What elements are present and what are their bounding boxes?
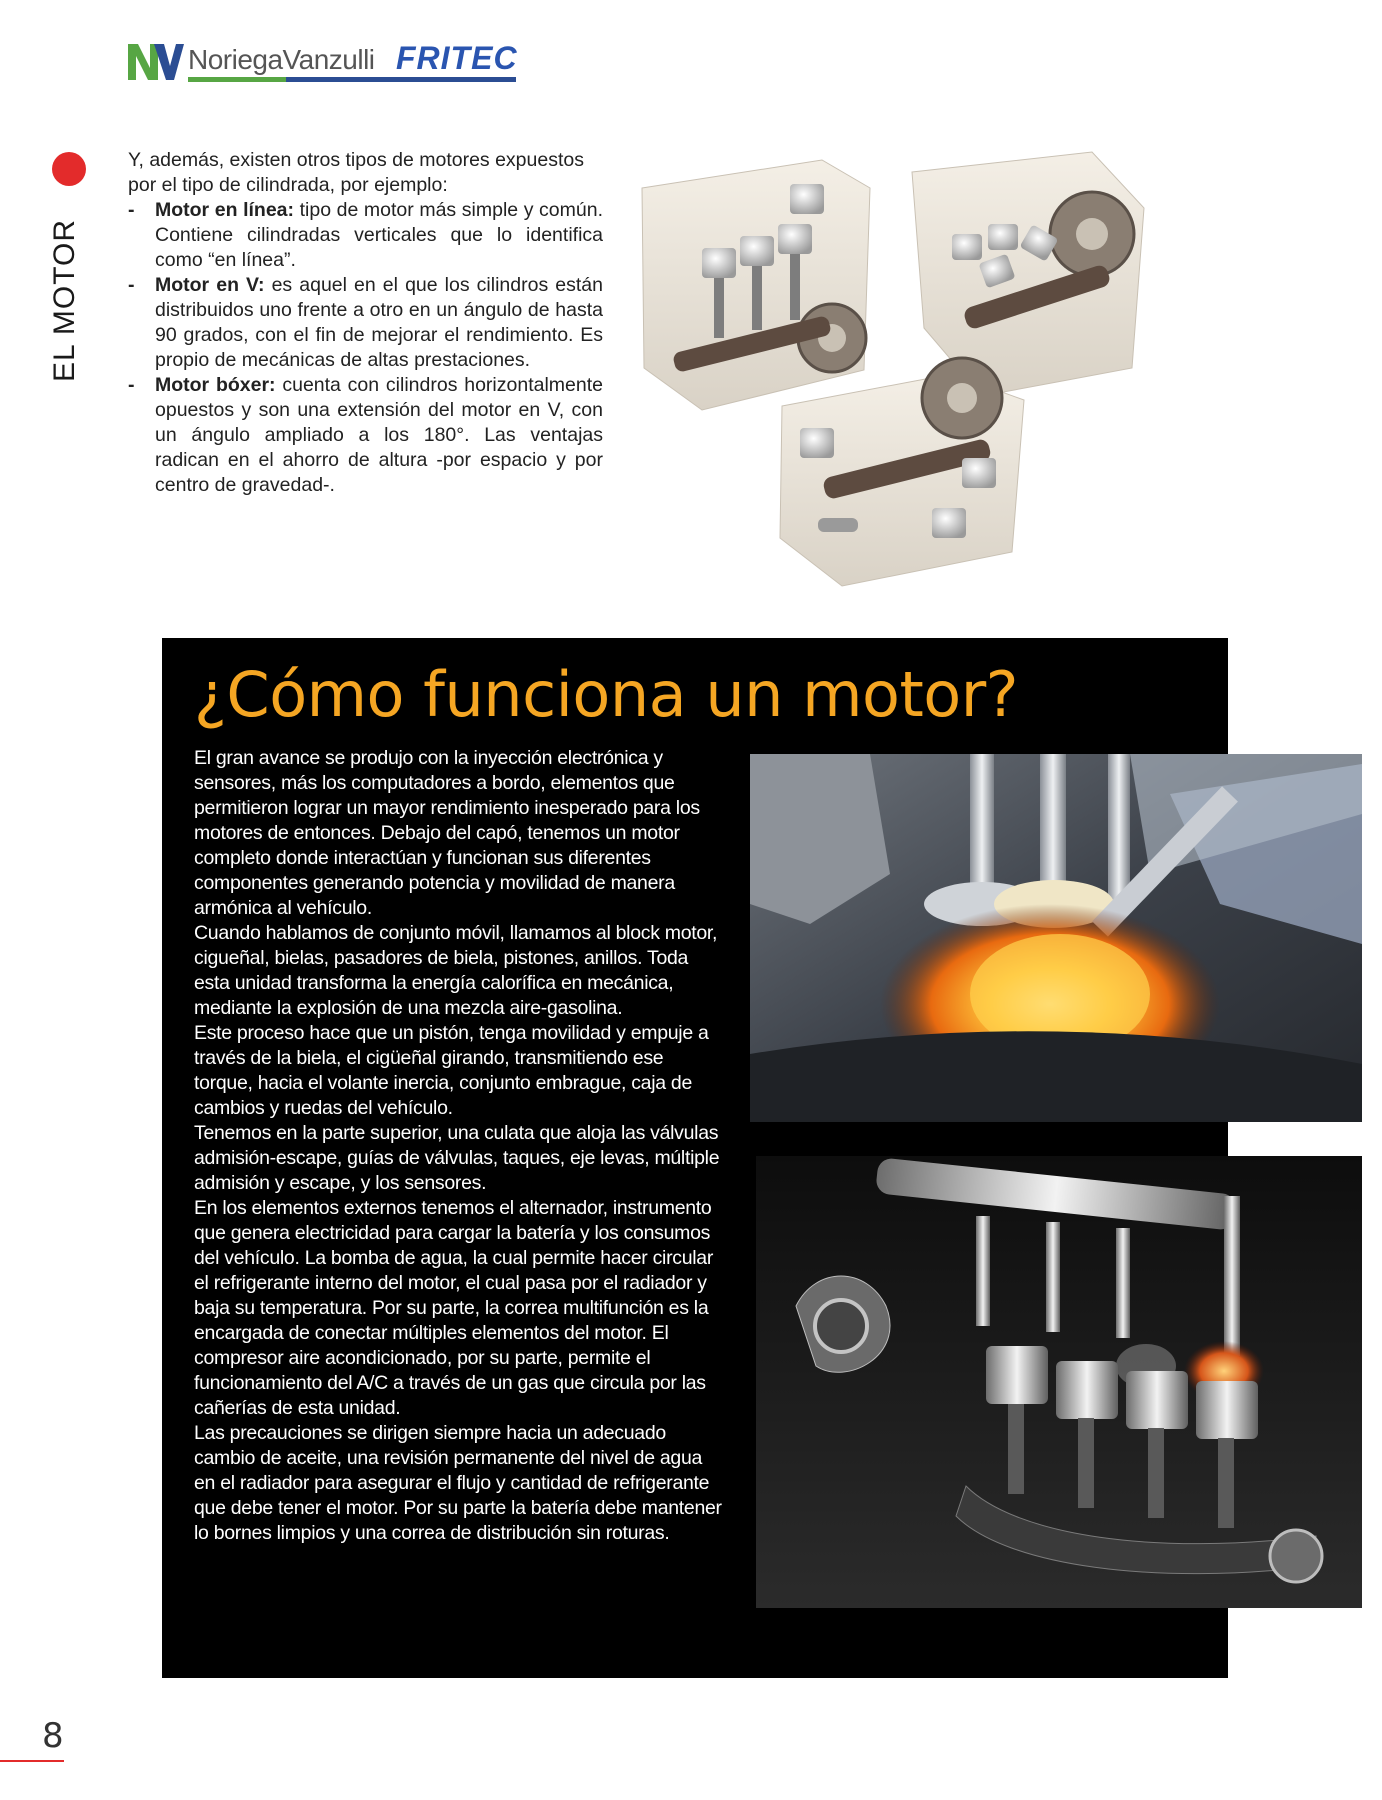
section-tab (48, 202, 88, 382)
inline-engine-illustration (642, 160, 870, 410)
paragraph: Cuando hablamos de conjunto móvil, llamamos al block motor, cigueñal, bielas, pasadores de biela, pistones, anillos. Toda esta unidad transforma la energía calorífica en mecánica, mediante la explosión de una mezcla aire-gasolina. (194, 922, 718, 1019)
paragraph: En los elementos externos tenemos el alternador, instrumento que genera electricidad para cargar la batería y los consumos del vehículo. La bomba de agua, la cual permite hacer circular el refrigerante interno del motor, el cual pasa por el radiador y baja su temperatura. Por su parte, la correa multifunción es la encargada de conectar múltiples elementos del motor. El compresor aire acondicionado, por su parte, permite el funcionamiento del A/C a través de un gas que circula por las cañerías de esta unidad. (194, 1197, 714, 1419)
section-label: EL MOTOR (48, 218, 81, 382)
page-number: 8 (42, 1716, 64, 1756)
panel-body (194, 746, 722, 1546)
folio-rule (0, 1760, 64, 1762)
engine-types-list (128, 198, 603, 498)
term-boxer: Motor bóxer: (155, 374, 276, 396)
intro-lead: Y, además, existen otros tipos de motores expuestos por el tipo de cilindrada, por ejemplo: (128, 149, 584, 196)
boxer-engine-illustration (780, 358, 1024, 586)
brand-name: NoriegaVanzulli (188, 44, 375, 75)
list-item-v: - Motor en V: es aquel en el que los cilindros están distribuidos uno frente a otro en un ángulo de hasta 90 grados, con el fin de mejorar el rendimiento. Es propio de mecánicas de altas prestaciones. (128, 274, 603, 371)
brand-logo (128, 40, 538, 86)
paragraph: Este proceso hace que un pistón, tenga movilidad y empuje a través de la biela, el cigüeñal girando, transmitiendo ese torque, hacia el volante inercia, conjunto embrague, caja de cambios y ruedas del vehículo. (194, 1022, 709, 1119)
paragraph: Las precauciones se dirigen siempre hacia un adecuado cambio de aceite, una revisión permanente del nivel de agua en el radiador para asegurar el flujo y cantidad de refrigerante que debe tener el motor. Por su parte la batería debe mantener lo bornes limpios y una correa de distribución sin roturas. (194, 1422, 722, 1544)
section-dot (52, 152, 86, 186)
partner-logo: FRITEC (396, 40, 518, 76)
brand-underline (188, 77, 516, 82)
intro-text (128, 148, 603, 498)
term-inline: Motor en línea: (155, 199, 295, 221)
injectors-pistons-image (756, 1156, 1362, 1608)
paragraph: El gran avance se produjo con la inyección electrónica y sensores, más los computadores a bordo, elementos que permitieron lograr un mayor rendimiento inesperado para los motores de entonces. Debajo del capó, tenemos un motor completo donde interactúan y funcionan sus diferentes componentes generando potencia y movilidad de manera armónica al vehículo. (194, 747, 700, 919)
list-item-inline: - Motor en línea: tipo de motor más simple y común. Contiene cilindradas verticales que lo identifica como “en línea”. (128, 199, 603, 271)
engine-types-illustration (632, 138, 1152, 608)
term-v: Motor en V: (155, 274, 265, 296)
list-item-boxer: - Motor bóxer: cuenta con cilindros horizontalmente opuestos y son una extensión del motor en V, con un ángulo ampliado a los 180°. Las ventajas radican en el ahorro de altura -por espacio y por centro de gravedad-. (128, 374, 603, 496)
paragraph: Tenemos en la parte superior, una culata que aloja las válvulas admisión-escape, guías de válvulas, taques, eje levas, múltiple admisión y escape, y los sensores. (194, 1122, 720, 1194)
panel-title: ¿Cómo funciona un motor? (194, 658, 1019, 731)
nv-logo-mark (128, 40, 184, 84)
combustion-chamber-image (750, 754, 1362, 1122)
